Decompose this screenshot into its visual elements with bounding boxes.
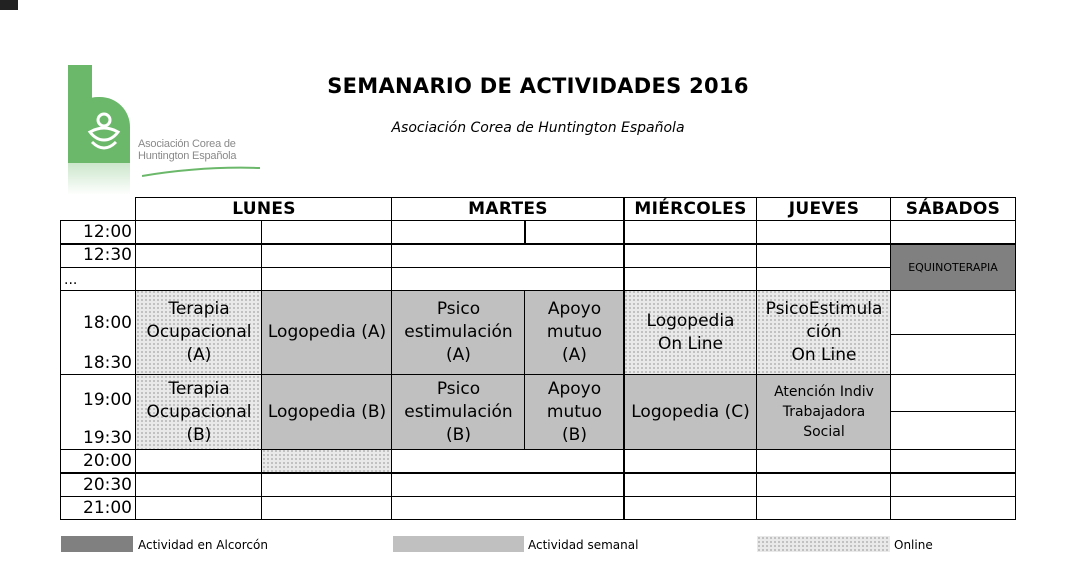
activity-text-line: Logopedia (C) — [631, 401, 750, 422]
activity-text-line: On Line — [657, 333, 723, 354]
day-header-jueves: JUEVES — [788, 198, 860, 219]
time-label: 20:00 — [83, 451, 132, 471]
activity-text-line: Apoyo — [547, 378, 602, 399]
activity-text-line: Ocupacional — [146, 322, 252, 342]
grid-line — [60, 519, 1016, 520]
grid-line — [524, 220, 526, 244]
activity-text-line: (B) — [562, 424, 587, 445]
activity-text-line: Apoyo — [547, 299, 602, 319]
activity-miercoles-19 — [624, 375, 757, 449]
activity-martes-18-b — [525, 290, 624, 375]
grid-line — [891, 411, 1016, 412]
page-subtitle: Asociación Corea de Huntington Española — [391, 120, 685, 136]
activity-text-line: Trabajadora — [782, 404, 866, 420]
legend-label-semanal: Actividad semanal — [528, 538, 639, 552]
logo-text-line2: Huntington Española — [138, 150, 237, 162]
grid-line — [261, 220, 262, 520]
grid-line — [60, 496, 1016, 497]
grid-line — [60, 220, 1016, 221]
activity-text-line: Ocupacional — [146, 401, 252, 422]
grid-line — [135, 197, 1016, 198]
corner-mark — [0, 0, 18, 10]
logo-swoosh-icon — [142, 164, 260, 178]
activity-text-line: Logopedia (A) — [267, 322, 387, 342]
day-header-miercoles: MIÉRCOLES — [634, 198, 747, 219]
equinoterapia-label: EQUINOTERAPIA — [908, 260, 998, 274]
legend-label-online: Online — [894, 538, 933, 552]
grid-line — [524, 290, 525, 449]
activity-jueves-18 — [757, 290, 891, 375]
activity-text-line: Psico — [436, 299, 481, 319]
time-label: 20:30 — [83, 475, 132, 495]
activity-text-line: Psico — [436, 378, 481, 399]
time-label: 12:00 — [83, 222, 132, 242]
activity-lunes-18-b — [262, 290, 392, 375]
activity-text-line: PsicoEstimula — [765, 299, 883, 319]
time-label: 18:30 — [83, 353, 132, 373]
grid-line — [60, 374, 1016, 375]
grid-line — [60, 243, 1016, 245]
grid-line — [891, 334, 1016, 335]
day-header-lunes: LUNES — [232, 198, 296, 219]
activity-text-line: Logopedia — [646, 310, 735, 331]
grid-line — [60, 449, 1016, 450]
activity-miercoles-18 — [624, 290, 757, 375]
activity-jueves-19 — [757, 375, 891, 449]
time-label: 18:00 — [83, 313, 132, 333]
grid-line — [623, 197, 625, 520]
activity-martes-18-a — [392, 290, 525, 375]
grid-line — [756, 197, 757, 520]
activity-equinoterapia — [891, 244, 1015, 290]
activity-text-line: (A) — [186, 345, 212, 365]
grid-line — [1015, 197, 1016, 520]
activity-lunes-18-a — [136, 290, 262, 375]
grid-line — [890, 197, 891, 520]
day-header-sabados: SÁBADOS — [905, 198, 1001, 219]
page-title: SEMANARIO DE ACTIVIDADES 2016 — [327, 74, 749, 98]
activity-text-line: estimulación — [404, 322, 513, 342]
legend-swatch-alcorcon — [61, 536, 133, 552]
activity-text-line: mutuo — [546, 401, 603, 422]
time-label: 19:30 — [83, 428, 132, 448]
activity-text-line: (A) — [562, 345, 587, 365]
activity-text-line: Social — [803, 424, 845, 440]
online-cell-lunes-20 — [262, 449, 392, 473]
logo-reflection — [68, 163, 130, 195]
activity-lunes-19-a — [136, 375, 262, 449]
logo-text — [138, 138, 236, 162]
activity-text-line: On Line — [791, 345, 857, 365]
time-label: 19:00 — [83, 390, 132, 410]
grid-line — [60, 267, 891, 268]
time-label: 12:30 — [83, 245, 132, 265]
activity-lunes-19-b — [262, 375, 392, 449]
activity-text-line: Terapia — [168, 378, 230, 399]
grid-line — [60, 472, 1016, 474]
activity-text-line: ción — [806, 322, 842, 342]
activity-text-line: (B) — [446, 424, 471, 445]
logo-text-line1: Asociación Corea de — [138, 138, 236, 150]
legend-label-alcorcon: Actividad en Alcorcón — [138, 538, 268, 552]
day-header-martes: MARTES — [468, 198, 548, 219]
grid-line — [135, 197, 136, 520]
activity-martes-19-b — [525, 375, 624, 449]
activity-martes-19-a — [392, 375, 525, 449]
time-label: 21:00 — [83, 498, 132, 518]
activity-text-line: mutuo — [546, 322, 603, 342]
grid-line — [391, 197, 392, 520]
grid-line — [60, 290, 1016, 291]
grid-line — [60, 220, 61, 520]
activity-text-line: estimulación — [404, 401, 513, 422]
activity-text-line: Atención Indiv — [774, 384, 874, 400]
time-label-ellipsis: ... — [64, 271, 78, 288]
activity-text-line: (A) — [446, 345, 471, 365]
activity-text-line: (B) — [186, 424, 212, 445]
activity-text-line: Terapia — [168, 299, 230, 319]
activity-text-line: Logopedia (B) — [267, 401, 387, 422]
legend-swatch-online — [757, 536, 890, 552]
legend-swatch-semanal — [393, 536, 524, 552]
